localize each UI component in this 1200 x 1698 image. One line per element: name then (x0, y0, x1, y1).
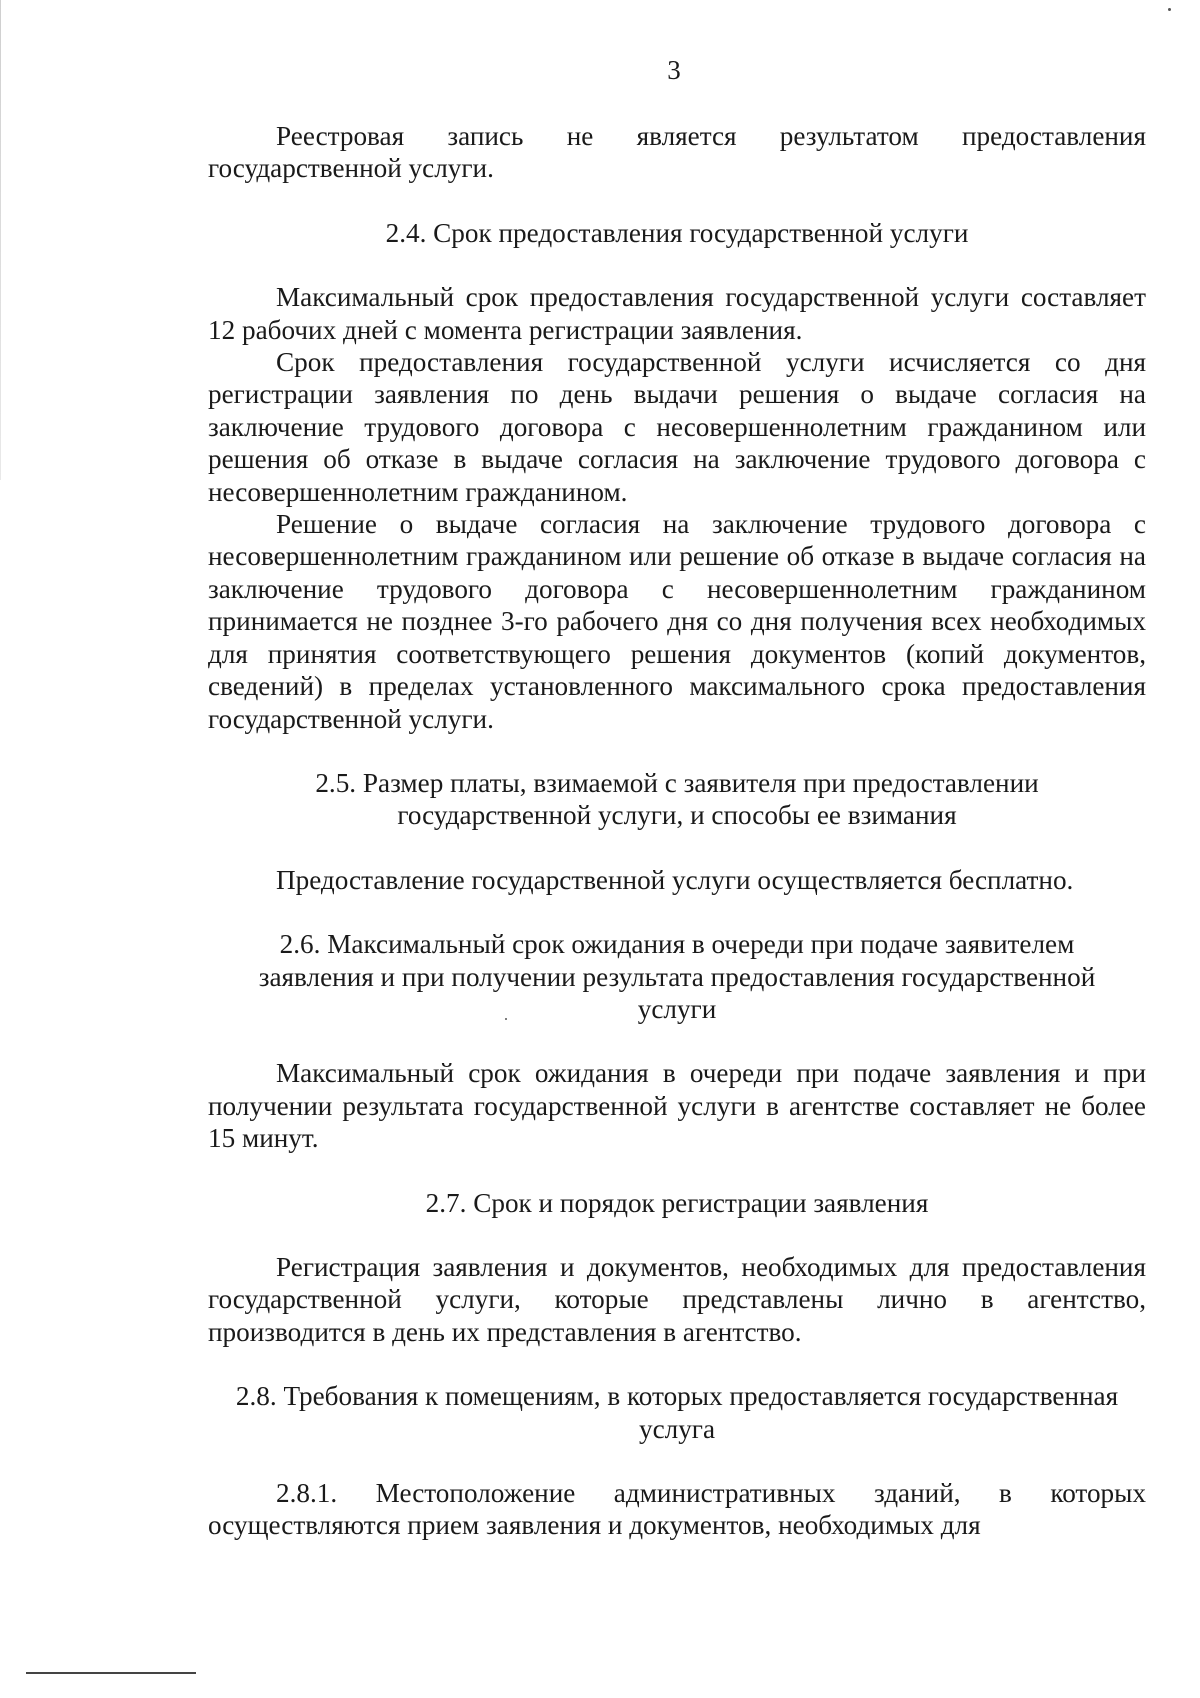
heading-2-6: 2.6. Максимальный срок ожидания в очереди при подаче заявителем заявления и при получении результата предоставления государственной услуги (258, 929, 1096, 1024)
heading-2-8: 2.8. Требования к помещениям, в которых предоставляется государственная услуга (235, 1381, 1119, 1444)
paragraph-term-calculation: Срок предоставления государственной услуги исчисляется со дня регистрации заявления по день выдачи решения о выдаче согласия на заключение трудового договора с несовершеннолетним гражданином или решения об отказе в выдаче согласия на заключение трудового договора с несовершеннолетним гражданином. (208, 347, 1146, 507)
paragraph-free-service: Предоставление государственной услуги осуществляется бесплатно. (276, 864, 1074, 895)
paragraph-queue-time: Максимальный срок ожидания в очереди при подаче заявления и при получении результата государственной услуги в агентстве составляет не более 15 минут. (208, 1058, 1146, 1154)
document-body (208, 120, 1146, 1542)
page-number: 3 (667, 55, 681, 85)
paragraph-max-term: Максимальный срок предоставления государственной услуги составляет 12 рабочих дней с момента регистрации заявления. (208, 282, 1146, 345)
heading-2-7: 2.7. Срок и порядок регистрации заявления (425, 1187, 929, 1218)
paragraph-location: 2.8.1. Местоположение административных зданий, в которых осуществляются прием заявления и документов, необходимых для (208, 1478, 1146, 1541)
heading-2-5: 2.5. Размер платы, взимаемой с заявителя при предоставлении государственной услуги, и способы ее взимания (315, 767, 1039, 831)
heading-2-4: 2.4. Срок предоставления государственной услуги (385, 217, 969, 248)
paragraph-registry-record: Реестровая запись не является результатом предоставления государственной услуги. (208, 121, 1146, 184)
footer-rule (26, 1672, 196, 1674)
scan-speck (505, 1018, 507, 1020)
paragraph-registration: Регистрация заявления и документов, необходимых для предоставления государственной услуги, которые представлены лично в агентство, производится в день их представления в агентство. (208, 1251, 1146, 1347)
paragraph-decision: Решение о выдаче согласия на заключение трудового договора с несовершеннолетним гражданином или решение об отказе в выдаче согласия на заключение трудового договора с несовершеннолетним гражданином принимается не позднее 3-го рабочего дня со дня получения всех необходимых для принятия соответствующего решения документов (копий документов, сведений) в пределах установленного максимального срока предоставления государственной услуги. (208, 509, 1146, 734)
scan-speck (1168, 8, 1171, 11)
